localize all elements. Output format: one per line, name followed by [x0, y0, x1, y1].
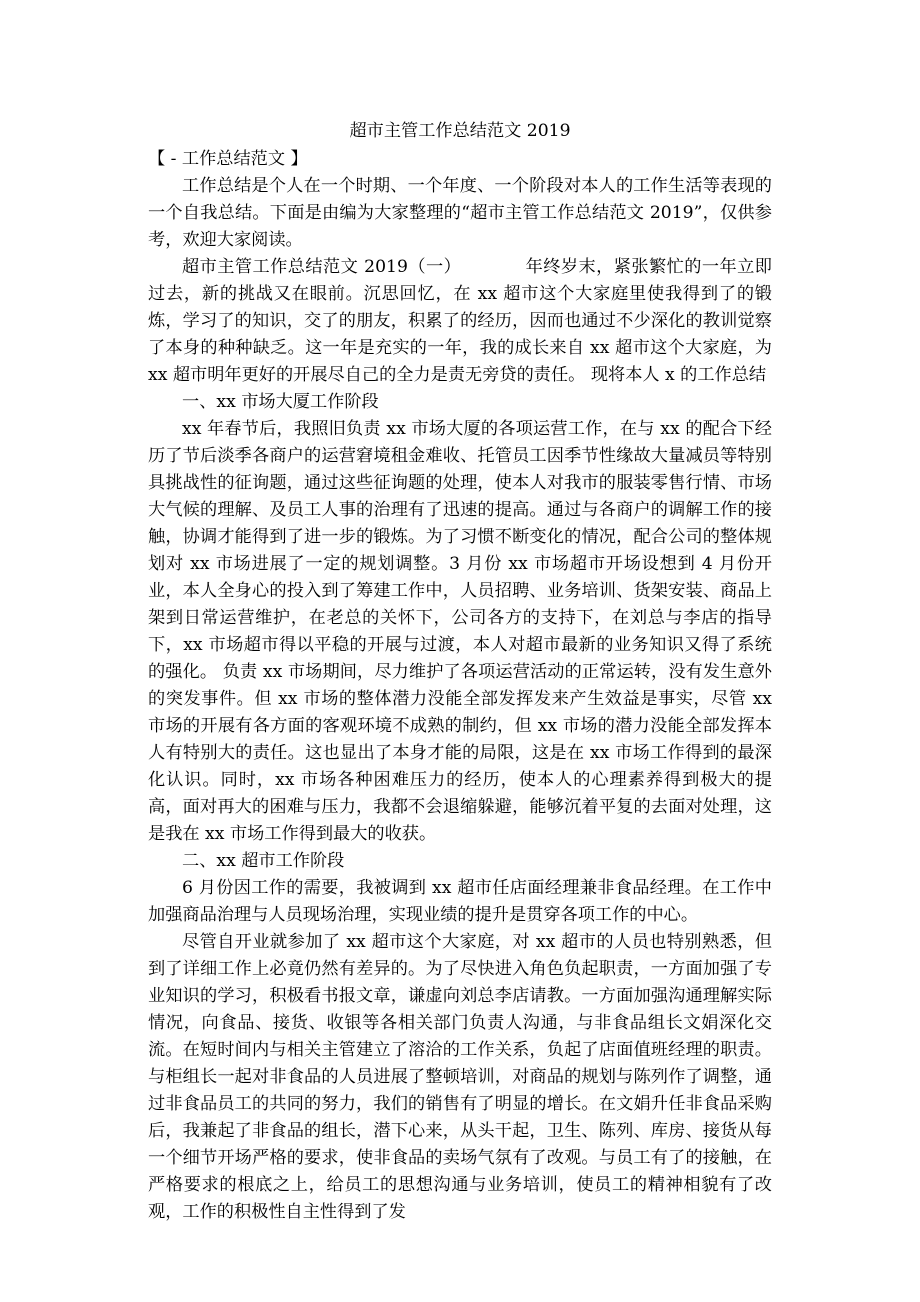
body-paragraph-1: xx 年春节后，我照旧负责 xx 市场大厦的各项运营工作，在与 xx 的配合下经历了节后淡季各商户的运营窘境租金难收、托管员工因季节性缘故大量减员等特别具挑战性的征询题，通过这些征询题的处理，使本人对我市的服装零售行情、市场大气候的理解、及员工人事的治理有了迅速的提高。通过与各商户的调解工作的接触，协调才能得到了进一步的锻炼。为了习惯不断变化的情况，配合公司的整体规划对 xx 市场进展了一定的规划调整。3 月份 xx 市场超市开场设想到 4 月份开业，本人全身心的投入到了筹建工作中，人员招聘、业务培训、货架安装、商品上架到日常运营维护，在老总的关怀下，公司各方的支持下，在刘总与李店的指导下，xx 市场超市得以平稳的开展与过渡，本人对超市最新的业务知识又得了系统的强化。 负责 xx 市场期间，尽力维护了各项运营活动的正常运转，没有发生意外的突发事件。但 xx 市场的整体潜力没能全部发挥发来产生效益是事实，尽管 xx 市场的开展有各方面的客观环境不成熟的制约，但 xx 市场的潜力没能全部发挥本人有特别大的责任。这也显出了本身才能的局限，这是在 xx 市场工作得到的最深化认识。同时，xx 市场各种困难压力的经历，使本人的心理素养得到极大的提高，面对再大的困难与压力，我都不会退缩躲避，能够沉着平复的去面对处理，这是我在 xx 市场工作得到最大的收获。: [148, 419, 772, 844]
opening-text: 年终岁末，紧张繁忙的一年立即过去，新的挑战又在眼前。沉思回忆，在 xx 超市这个大家庭里使我得到了的锻炼，学习了的知识，交了的朋友，积累了的经历，因而也通过不少深化的教训觉察了本身的种种缺乏。这一年是充实的一年，我的成长来自 xx 超市这个大家庭，为 xx 超市明年更好的开展尽自己的全力是责无旁贷的责任。 现将本人 x 的工作总结: [148, 257, 772, 385]
opening-paragraph: [148, 254, 772, 389]
body-paragraph-3: 尽管自开业就参加了 xx 超市这个大家庭，对 xx 超市的人员也特别熟悉，但到了详细工作上必竟仍然有差异的。为了尽快进入角色负起职责，一方面加强了专业知识的学习，积极看书报文章，谦虚向刘总李店请教。一方面加强沟通理解实际情况，向食品、接货、收银等各相关部门负责人沟通，与非食品组长文娟深化交流。在短时间内与相关主管建立了溶洽的工作关系，负起了店面值班经理的职责。与柜组长一起对非食品的人员进展了整顿培训，对商品的规划与陈列作了调整，通过非食品员工的共同的努力，我们的销售有了明显的增长。在文娟升任非食品采购后，我兼起了非食品的组长，潜下心来，从头干起，卫生、陈列、库房、接货从每一个细节开场严格的要求，使非食品的卖场气氛有了改观。与员工有了的接触，在严格要求的根底之上，给员工的思想沟通与业务培训，使员工的精神相貌有了改观，工作的积极性自主性得到了发: [148, 932, 772, 1222]
intro-paragraph: 工作总结是个人在一个时期、一个年度、一个阶段对本人的工作生活等表现的一个自我总结。下面是由编为大家整理的“超市主管工作总结范文 2019”，仅供参考，欢迎大家阅读。: [148, 176, 772, 250]
section-heading-1: 一、xx 市场大厦工作阶段: [182, 392, 379, 412]
document-page: [148, 118, 772, 1226]
document-title: 超市主管工作总结范文 2019: [349, 121, 571, 141]
section-heading-2: 二、xx 超市工作阶段: [182, 851, 345, 871]
category-tag: 【 - 工作总结范文 】: [148, 149, 308, 169]
body-paragraph-2: 6 月份因工作的需要，我被调到 xx 超市任店面经理兼非食品经理。在工作中加强商品治理与人员现场治理，实现业绩的提升是贯穿各项工作的中心。: [148, 878, 772, 925]
section-title: 超市主管工作总结范文 2019（一）: [182, 257, 462, 277]
